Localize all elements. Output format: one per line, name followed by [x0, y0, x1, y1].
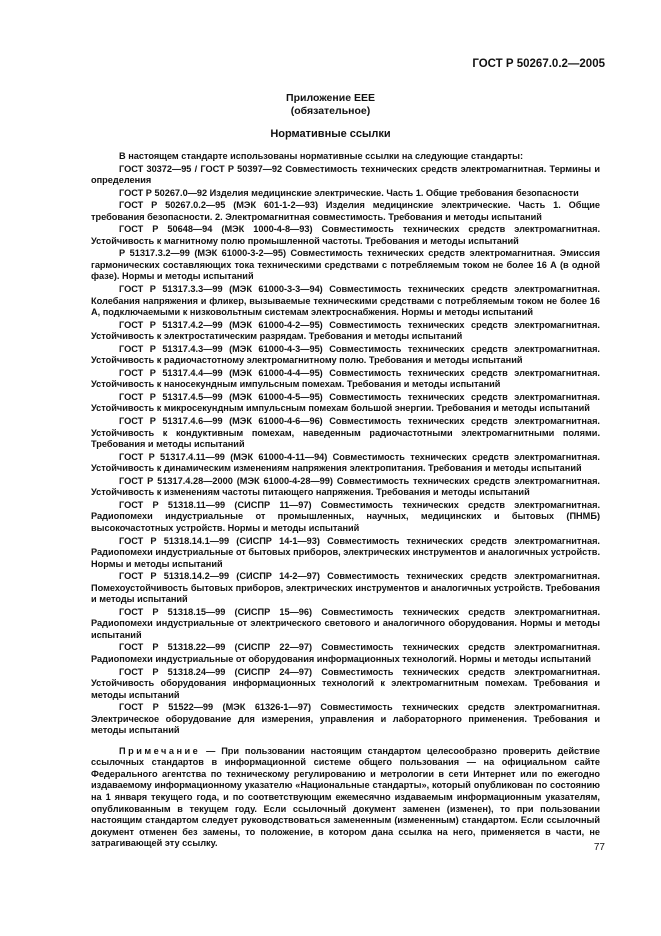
reference-item: ГОСТ Р 51318.15—99 (СИСПР 15—96) Совместимость технических средств электромагнитная. Радиопомехи индустриальные от электрического светового и аналогичного оборудования. Нормы и методы испытаний: [91, 606, 600, 640]
note-label: Примечание: [119, 745, 201, 756]
document-body: [91, 151, 600, 850]
reference-item: ГОСТ Р 51318.24—99 (СИСПР 24—97) Совместимость технических средств электромагнитная. Устойчивость оборудования информационных технологий к электромагнитным помехам. Требования и методы испытаний: [91, 666, 600, 700]
annex-status: (обязательное): [290, 105, 371, 117]
intro-paragraph: В настоящем стандарте использованы нормативные ссылки на следующие стандарты:: [119, 151, 524, 161]
reference-item: ГОСТ Р 51318.14.1—99 (СИСПР 14-1—93) Совместимость технических средств электромагнитная. Радиопомехи индустриальные от бытовых приборов, электрических инструментов и аналогичных устройств. Нормы и методы испытаний: [91, 535, 600, 569]
reference-item: ГОСТ Р 51317.4.11—99 (МЭК 61000-4-11—94) Совместимость технических средств электромагнитная. Устойчивость к динамическим изменениям напряжения электропитания. Требования и методы испытаний: [91, 451, 600, 474]
reference-item: ГОСТ Р 51317.4.5—99 (МЭК 61000-4-5—95) Совместимость технических средств электромагнитная. Устойчивость к микросекундным импульсным помехам большой энергии. Требования и методы испытаний: [91, 391, 600, 414]
note-text: — При пользовании настоящим стандартом целесообразно проверить действие ссылочных стандартов в информационной системе общего пользования — на официальном сайте Федерального агентства по техническому регулированию и метрологии в сети Интернет или по ежегодно издаваемому информационному указателю «Национальные стандарты», который опубликован по состоянию на 1 января текущего года, и по соответствующим ежемесячно издаваемым информационным указателям, опубликованным в текущем году. Если ссылочный документ заменен (изменен), то при пользовании настоящим стандартом следует руководствоваться замененным (измененным) стандартом. Если ссылочный документ отменен без замены, то положение, в котором дана ссылка на него, применяется в части, не затрагивающей эту ссылку.: [91, 745, 600, 849]
note-paragraph: [91, 746, 600, 850]
document-id: ГОСТ Р 50267.0.2—2005: [472, 58, 605, 70]
reference-item: ГОСТ Р 51317.4.4—99 (МЭК 61000-4-4—95) Совместимость технических средств электромагнитная. Устойчивость к наносекундным импульсным помехам. Требования и методы испытаний: [91, 367, 600, 390]
annex-title: Приложение ЕЕЕ: [286, 92, 375, 104]
reference-item: Р 51317.3.2—99 (МЭК 61000-3-2—95) Совместимость технических средств электромагнитная. Эмиссия гармонических составляющих тока техническими средствами с потребляемым током не более 16 А (в одной фазе). Нормы и методы испытаний: [91, 248, 600, 282]
reference-item: ГОСТ Р 51317.3.3—99 (МЭК 61000-3-3—94) Совместимость технических средств электромагнитная. Колебания напряжения и фликер, вызываемые техническими средствами с потребляемым током не более 16 А, подключаемыми к низковольтным системам электроснабжения. Нормы и методы испытаний: [91, 284, 600, 318]
reference-item: ГОСТ Р 51317.4.28—2000 (МЭК 61000-4-28—99) Совместимость технических средств электромагнитная. Устойчивость к изменениям частоты питающего напряжения. Требования и методы испытаний: [91, 475, 600, 498]
reference-item: ГОСТ Р 51317.4.3—99 (МЭК 61000-4-3—95) Совместимость технических средств электромагнитная. Устойчивость к радиочастотному электромагнитному полю. Требования и методы испытаний: [91, 343, 600, 366]
reference-item: ГОСТ Р 50648—94 (МЭК 1000-4-8—93) Совместимость технических средств электромагнитная. Устойчивость к магнитному полю промышленной частоты. Требования и методы испытаний: [91, 224, 600, 246]
reference-list: [91, 164, 600, 737]
reference-item: ГОСТ Р 50267.0—92 Изделия медицинские электрические. Часть 1. Общие требования безопасности: [119, 187, 579, 198]
section-title: Нормативные ссылки: [270, 128, 391, 140]
reference-item: ГОСТ Р 51522—99 (МЭК 61326-1—97) Совместимость технических средств электромагнитная. Электрическое оборудование для измерения, управления и лабораторного применения. Требования и методы испытаний: [91, 702, 600, 736]
annex-heading: [0, 92, 661, 118]
page-number: 77: [593, 842, 605, 853]
reference-item: ГОСТ Р 51317.4.6—99 (МЭК 61000-4-6—96) Совместимость технических средств электромагнитная. Устойчивость к кондуктивным помехам, наведенным радиочастотными электромагнитными полями. Требования и методы испытаний: [91, 416, 600, 450]
reference-item: ГОСТ Р 51318.11—99 (СИСПР 11—97) Совместимость технических средств электромагнитная. Радиопомехи индустриальные от промышленных, научных, медицинских и бытовых (ПНМБ) высокочастотных устройств. Нормы и методы испытаний: [91, 499, 600, 533]
reference-item: ГОСТ Р 51318.22—99 (СИСПР 22—97) Совместимость технических средств электромагнитная. Радиопомехи индустриальные от оборудования информационных технологий. Нормы и методы испытаний: [91, 642, 600, 664]
reference-item: ГОСТ 30372—95 / ГОСТ Р 50397—92 Совместимость технических средств электромагнитная. Термины и определения: [91, 163, 600, 186]
reference-item: ГОСТ Р 51317.4.2—99 (МЭК 61000-4-2—95) Совместимость технических средств электромагнитная. Устойчивость к электростатическим разрядам. Требования и методы испытаний: [91, 319, 600, 342]
reference-item: ГОСТ Р 51318.14.2—99 (СИСПР 14-2—97) Совместимость технических средств электромагнитная. Помехоустойчивость бытовых приборов, электрических инструментов и аналогичных устройств. Требования и методы испытаний: [91, 571, 600, 605]
reference-item: ГОСТ Р 50267.0.2—95 (МЭК 601-1-2—93) Изделия медицинские электрические. Часть 1. Общие требования безопасности. 2. Электромагнитная совместимость. Требования и методы испытаний: [91, 200, 600, 222]
